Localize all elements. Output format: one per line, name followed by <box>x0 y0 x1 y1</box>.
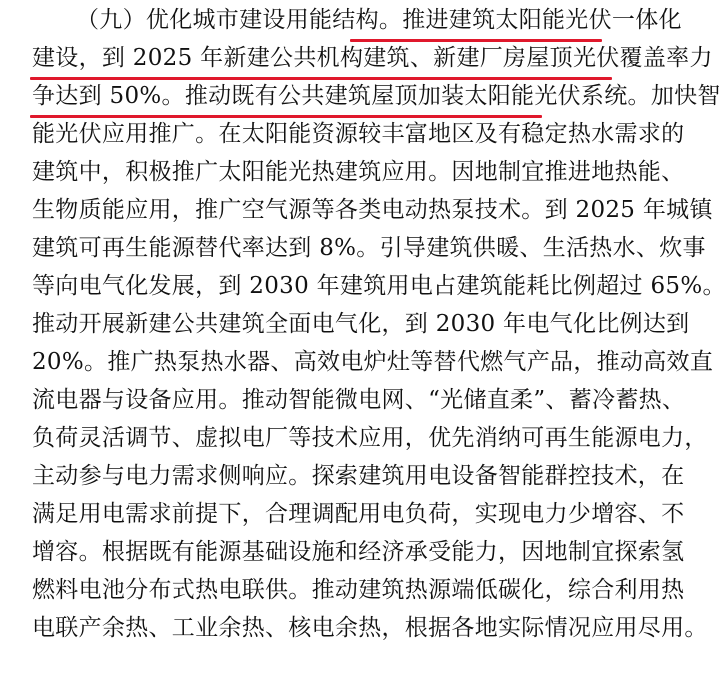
line-text: 主动参与电力需求侧响应。探索建筑用电设备智能群控技术，在 <box>32 463 685 489</box>
highlight-underline-2 <box>30 77 612 80</box>
line-text: 燃料电池分布式热电联供。推动建筑热源端低碳化，综合利用热 <box>32 577 685 603</box>
paragraph-line-4 <box>0 118 685 150</box>
line-text: 满足用电需求前提下，合理调配用电负荷，实现电力少增容、不 <box>32 501 685 527</box>
line-text: 建筑可再生能源替代率达到 8%。引导建筑供暖、生活热水、炊事 <box>32 235 706 261</box>
line-text: 能光伏应用推广。在太阳能资源较丰富地区及有稳定热水需求的 <box>32 121 685 147</box>
paragraph-line-10 <box>0 346 714 378</box>
paragraph-line-6 <box>0 194 713 226</box>
paragraph-line-15 <box>0 536 685 568</box>
paragraph-line-17 <box>0 612 708 644</box>
line-text: 生物质能应用，推广空气源等各类电动热泵技术。到 2025 年城镇 <box>32 197 713 223</box>
line-text: 20%。推广热泵热水器、高效电炉灶等替代燃气产品，推动高效直 <box>32 349 714 375</box>
line-text: 流电器与设备应用。推动智能微电网、“光储直柔”、蓄冷蓄热、 <box>32 387 686 413</box>
paragraph-line-13 <box>0 460 685 492</box>
line-text: 电联产余热、工业余热、核电余热，根据各地实际情况应用尽用。 <box>32 615 708 641</box>
paragraph-line-8 <box>0 270 726 302</box>
paragraph-line-7 <box>0 232 706 264</box>
highlight-underline-3 <box>30 115 542 118</box>
line-text: 建筑中，积极推广太阳能光热建筑应用。因地制宜推进地热能、 <box>32 159 685 185</box>
paragraph-line-3 <box>0 80 721 112</box>
paragraph-line-1 <box>0 4 682 36</box>
line-text: 等向电气化发展，到 2030 年建筑用电占建筑能耗比例超过 65%。 <box>32 273 726 299</box>
paragraph-line-12 <box>0 422 708 454</box>
line-text: 负荷灵活调节、虚拟电厂等技术应用，优先消纳可再生能源电力， <box>32 425 708 451</box>
highlight-underline-1 <box>350 39 602 42</box>
paragraph-line-5 <box>0 156 685 188</box>
line-text: 增容。根据既有能源基础设施和经济承受能力，因地制宜探索氢 <box>32 539 685 565</box>
paragraph-line-2 <box>0 42 713 74</box>
line-text: （九）优化城市建设用能结构。推进建筑太阳能光伏一体化 <box>76 7 682 33</box>
paragraph-line-16 <box>0 574 685 606</box>
line-text: 争达到 50%。推动既有公共建筑屋顶加装太阳能光伏系统。加快智 <box>32 83 721 109</box>
paragraph-line-11 <box>0 384 686 416</box>
paragraph-line-9 <box>0 308 690 340</box>
line-text: 推动开展新建公共建筑全面电气化，到 2030 年电气化比例达到 <box>32 311 690 337</box>
line-text: 建设，到 2025 年新建公共机构建筑、新建厂房屋顶光伏覆盖率力 <box>32 45 713 71</box>
paragraph-line-14 <box>0 498 685 530</box>
